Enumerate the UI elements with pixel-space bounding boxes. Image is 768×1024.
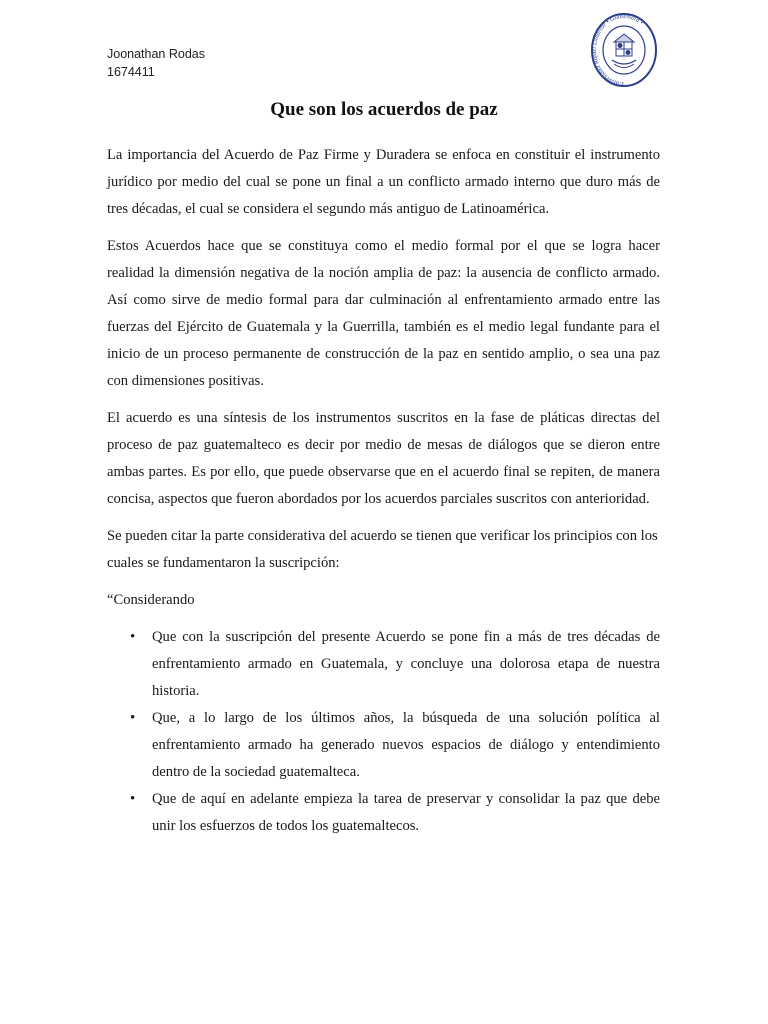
- paragraph-1: La importancia del Acuerdo de Paz Firme y Duradera se enfoca en constituir el instrumento jurídico por medio del cual se pone un final a un conflicto armado interno que duro más de tres décadas, el cual se considera el segundo más antiguo de Latinoamérica.: [107, 147, 660, 217]
- bullet-icon: •: [130, 791, 136, 807]
- list-item: [107, 705, 660, 786]
- considerando-list: [107, 624, 660, 840]
- list-item-text: Que, a lo largo de los últimos años, la búsqueda de una solución política al enfrentamiento armado ha generado nuevos espacios de diálogo y entendimiento dentro de la sociedad guatemalteca.: [152, 710, 660, 780]
- document-body: [107, 142, 660, 840]
- bullet-icon: •: [130, 710, 136, 726]
- author-name: Joonathan Rodas: [107, 47, 205, 61]
- list-item: [107, 786, 660, 840]
- paragraph-2: Estos Acuerdos hace que se constituya como el medio formal por el que se logra hacer realidad la dimensión negativa de la noción amplia de paz: la ausencia de conflicto armado. Así como sirve de medio formal para dar culminación al enfrentamiento armado entre las fuerzas del Ejército de Guatemala y la Guerrilla, también es el medio legal fundante para el inicio de un proceso permanente de construcción de la paz en sentido amplio, o sea una paz con dimensiones positivas.: [107, 238, 660, 389]
- bullet-icon: •: [130, 629, 136, 645]
- quote-opening: “Considerando: [107, 592, 195, 608]
- list-item-text: Que con la suscripción del presente Acuerdo se pone fin a más de tres décadas de enfrentamiento armado en Guatemala, y concluye una dolorosa etapa de nuestra historia.: [152, 629, 660, 699]
- university-seal-icon: [590, 12, 658, 88]
- author-block: [107, 45, 205, 81]
- paragraph-4: Se pueden citar la parte considerativa del acuerdo se tienen que verificar los principios con los cuales se fundamentaron la suscripción:: [107, 528, 658, 571]
- page-title: Que son los acuerdos de paz: [270, 99, 498, 120]
- list-item-text: Que de aquí en adelante empieza la tarea de preservar y consolidar la paz que debe unir los esfuerzos de todos los guatemaltecos.: [152, 791, 660, 834]
- student-id: 1674411: [107, 65, 155, 79]
- seal-text: Universidad Rafael Landívar • Guatemala •: [590, 12, 645, 88]
- list-item: [107, 624, 660, 705]
- paragraph-3: El acuerdo es una síntesis de los instrumentos suscritos en la fase de pláticas directas del proceso de paz guatemalteco es decir por medio de mesas de diálogos que se dieron entre ambas partes. Es por ello, que puede observarse que en el acuerdo final se repiten, de manera concisa, aspectos que fueron abordados por los acuerdos parciales suscritos con anterioridad.: [107, 410, 660, 507]
